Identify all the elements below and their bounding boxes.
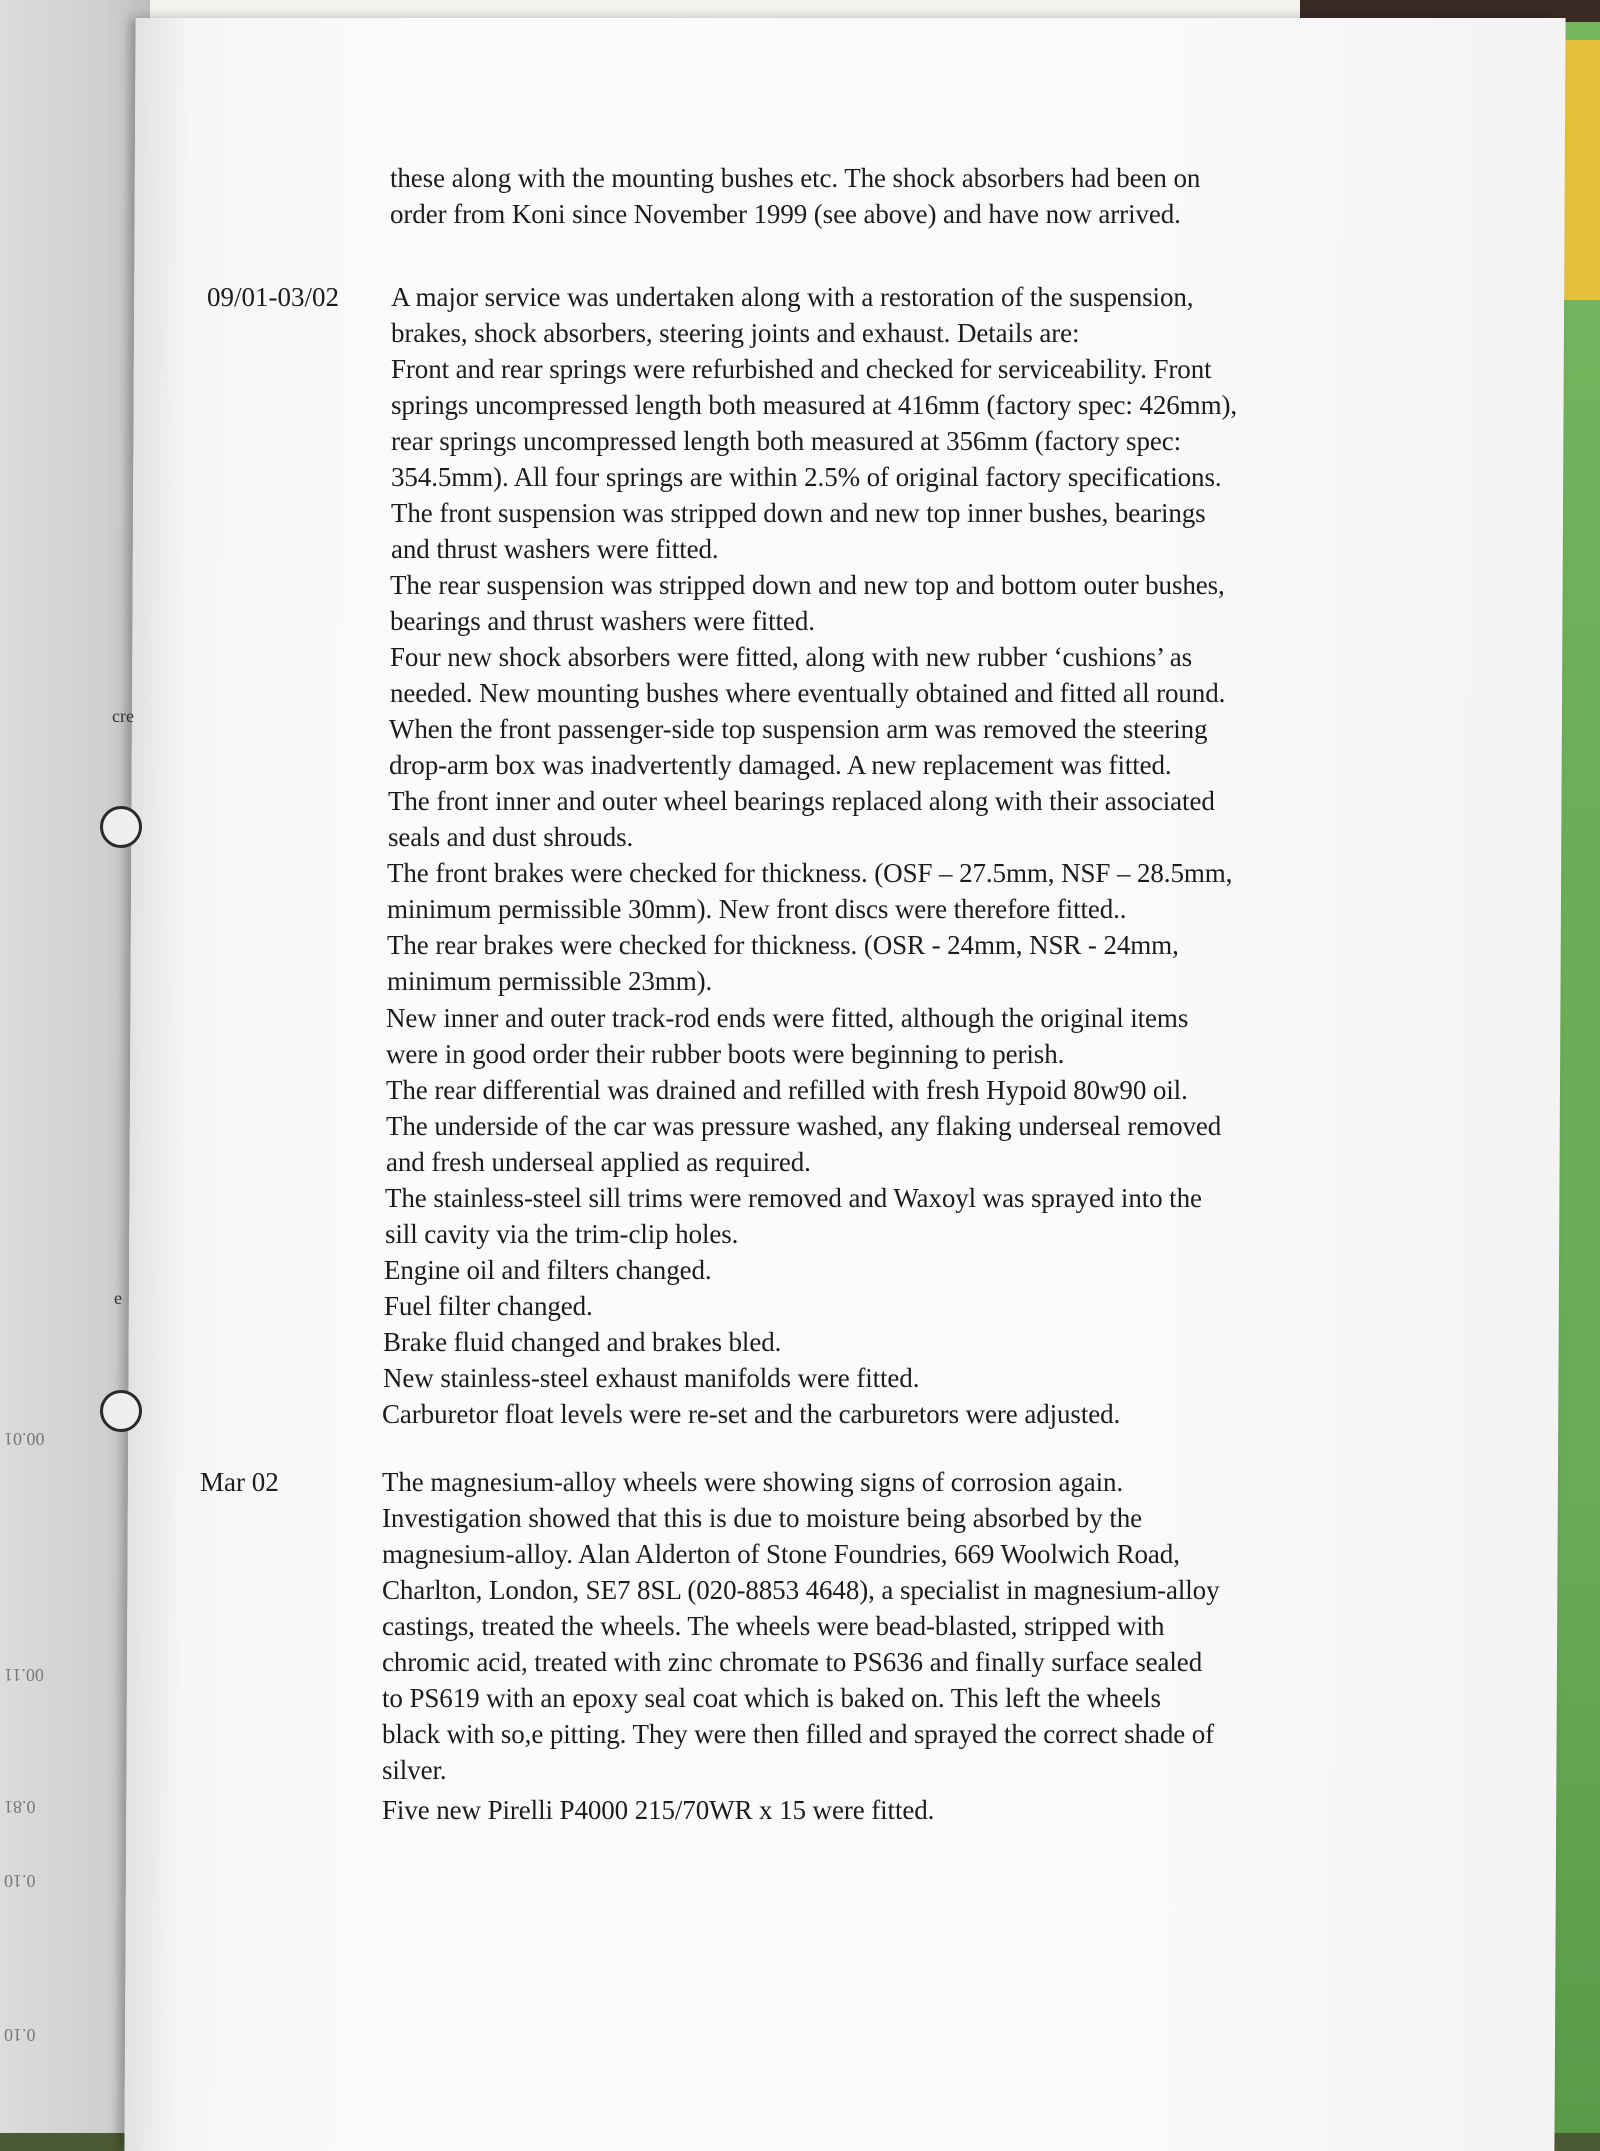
text-line: were in good order their rubber boots were beginning to perish.	[386, 1039, 1065, 1069]
text-line: brakes, shock absorbers, steering joints and exhaust. Details are:	[391, 318, 1080, 348]
margin-note: 0.81	[4, 1797, 36, 1817]
entry-date: Mar 02	[200, 1467, 279, 1497]
text-line: Brake fluid changed and brakes bled.	[383, 1327, 782, 1357]
margin-note: 0.10	[4, 1871, 36, 1891]
text-line: needed. New mounting bushes where eventually obtained and fitted all round.	[390, 678, 1226, 708]
text-line: New inner and outer track-rod ends were fitted, although the original items	[386, 1003, 1189, 1033]
text-line: order from Koni since November 1999 (see above) and have now arrived.	[390, 199, 1181, 229]
text-line: castings, treated the wheels. The wheels were bead-blasted, stripped with	[382, 1611, 1165, 1641]
text-line: The front brakes were checked for thickness. (OSF – 27.5mm, NSF – 28.5mm,	[387, 858, 1233, 888]
margin-note: cre	[112, 706, 134, 726]
text-line: bearings and thrust washers were fitted.	[390, 606, 815, 636]
text-line: chromic acid, treated with zinc chromate to PS636 and finally surface sealed	[382, 1647, 1203, 1677]
text-line: The rear brakes were checked for thickness. (OSR - 24mm, NSR - 24mm,	[387, 930, 1179, 960]
text-line: Engine oil and filters changed.	[384, 1255, 712, 1285]
text-line: The rear suspension was stripped down and new top and bottom outer bushes,	[390, 570, 1225, 600]
entry-date: 09/01-03/02	[207, 282, 339, 312]
text-line: When the front passenger-side top suspension arm was removed the steering	[389, 714, 1208, 744]
text-line: minimum permissible 30mm). New front discs were therefore fitted..	[387, 894, 1127, 924]
text-line: to PS619 with an epoxy seal coat which is baked on. This left the wheels	[382, 1683, 1161, 1713]
text-line: drop-arm box was inadvertently damaged. A new replacement was fitted.	[389, 750, 1172, 780]
text-line: black with so,e pitting. They were then filled and sprayed the correct shade of	[382, 1719, 1215, 1749]
text-line: minimum permissible 23mm).	[387, 966, 713, 996]
text-line: silver.	[382, 1755, 447, 1785]
text-line: The stainless-steel sill trims were removed and Waxoyl was sprayed into the	[385, 1183, 1202, 1213]
text-line: sill cavity via the trim-clip holes.	[385, 1219, 739, 1249]
text-line: The underside of the car was pressure washed, any flaking underseal removed	[386, 1111, 1222, 1141]
margin-note: 0.10	[4, 2025, 36, 2045]
text-line: 354.5mm). All four springs are within 2.5% of original factory specifications.	[391, 462, 1222, 492]
text-line: and thrust washers were fitted.	[391, 534, 719, 564]
text-line: rear springs uncompressed length both measured at 356mm (factory spec:	[391, 426, 1182, 456]
text-line: and fresh underseal applied as required.	[386, 1147, 811, 1177]
text-line: these along with the mounting bushes etc. The shock absorbers had been on	[390, 163, 1201, 193]
text-line: The front inner and outer wheel bearings replaced along with their associated	[388, 786, 1215, 816]
text-line: magnesium-alloy. Alan Alderton of Stone Foundries, 669 Woolwich Road,	[382, 1539, 1180, 1569]
margin-note: e	[114, 1288, 122, 1308]
text-line: Five new Pirelli P4000 215/70WR x 15 were fitted.	[382, 1795, 935, 1825]
text-line: Front and rear springs were refurbished and checked for serviceability. Front	[391, 354, 1212, 384]
text-line: Investigation showed that this is due to moisture being absorbed by the	[382, 1503, 1143, 1533]
text-line: Fuel filter changed.	[384, 1291, 593, 1321]
text-line: Four new shock absorbers were fitted, along with new rubber ‘cushions’ as	[390, 642, 1192, 672]
text-line: New stainless-steel exhaust manifolds were fitted.	[383, 1363, 920, 1393]
text-line: Charlton, London, SE7 8SL (020-8853 4648), a specialist in magnesium-alloy	[382, 1575, 1220, 1605]
text-line: The front suspension was stripped down and new top inner bushes, bearings	[391, 498, 1206, 528]
text-line: springs uncompressed length both measured at 416mm (factory spec: 426mm),	[391, 390, 1238, 420]
text-line: A major service was undertaken along with a restoration of the suspension,	[391, 282, 1194, 312]
text-line: seals and dust shrouds.	[388, 822, 634, 852]
text-line: The rear differential was drained and refilled with fresh Hypoid 80w90 oil.	[386, 1075, 1188, 1105]
text-line: Carburetor float levels were re-set and the carburetors were adjusted.	[382, 1399, 1121, 1429]
margin-note: 00.01	[4, 1429, 45, 1449]
text-line: The magnesium-alloy wheels were showing signs of corrosion again.	[382, 1467, 1124, 1497]
margin-note: 00.11	[4, 1665, 44, 1685]
